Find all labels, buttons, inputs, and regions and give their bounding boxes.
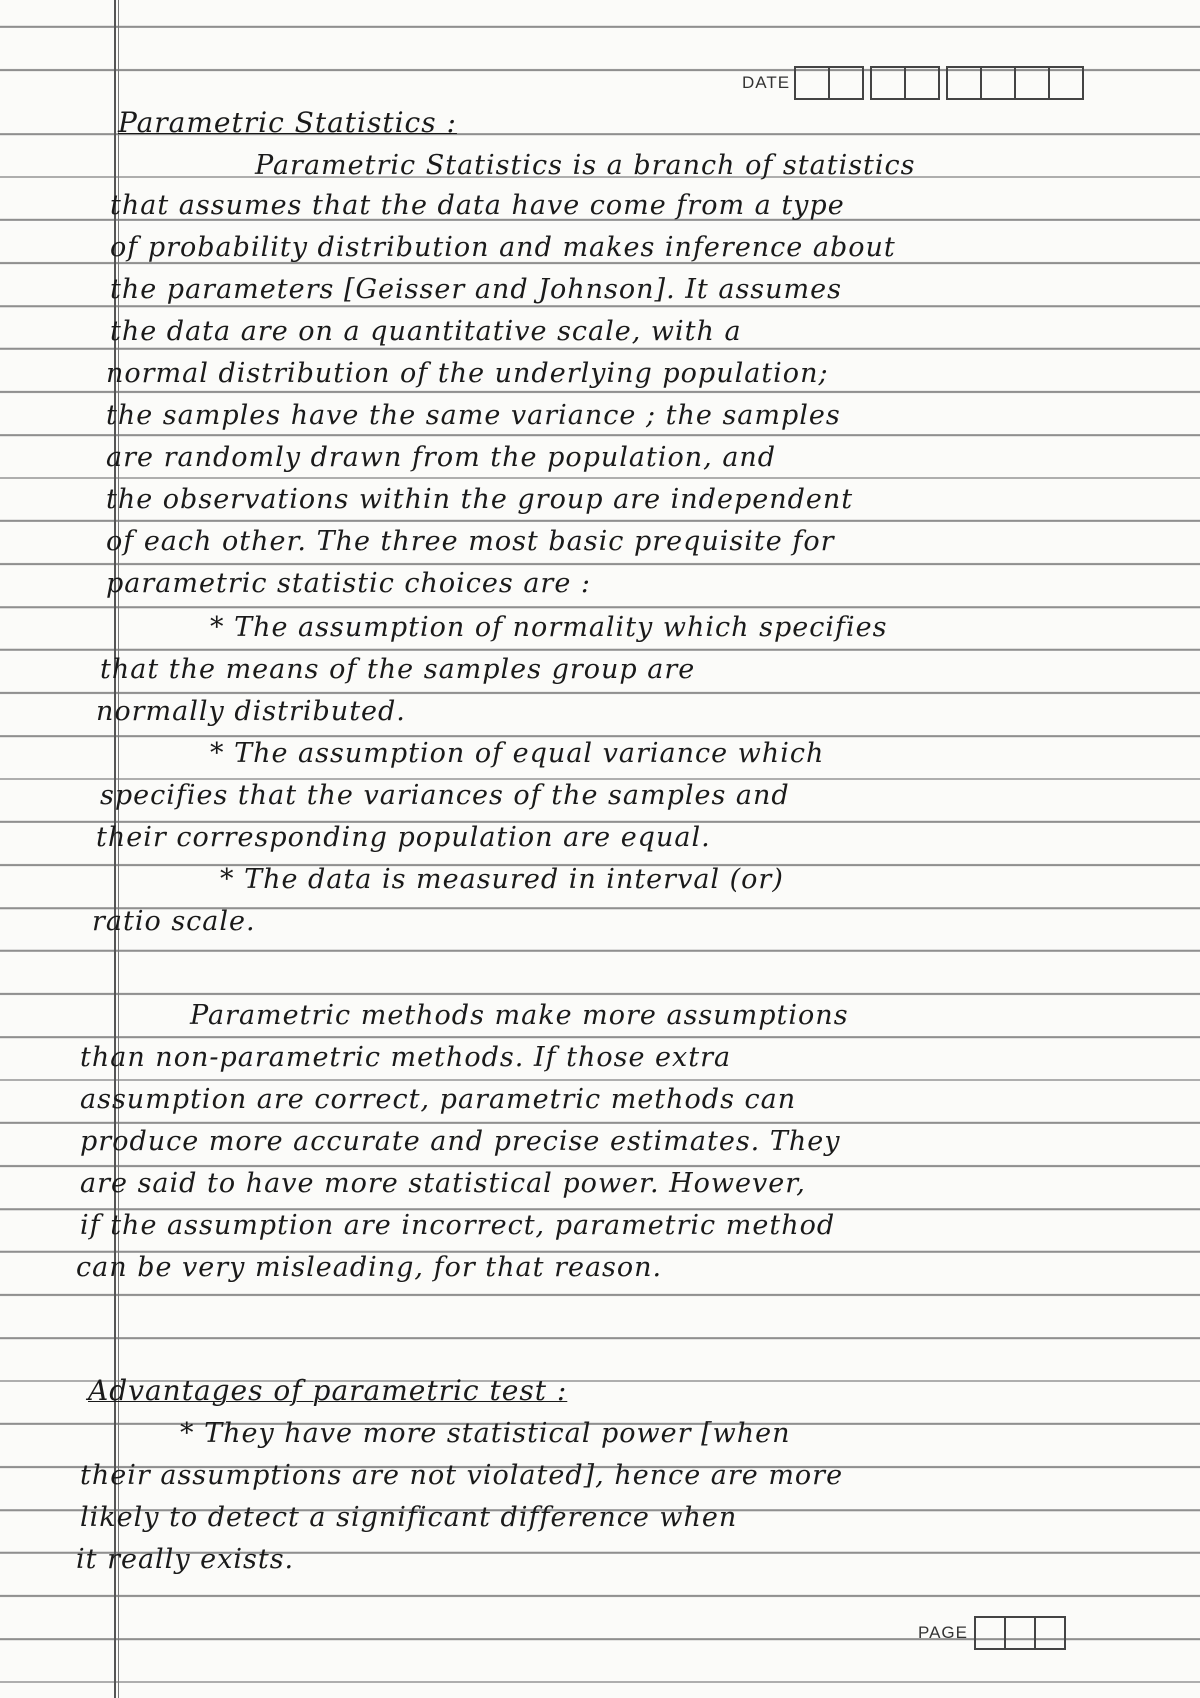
text-line: normal distribution of the underlying population; [106,358,829,389]
date-box-cell [1048,66,1084,100]
date-field [742,66,1084,100]
text-line: Parametric methods make more assumptions [190,1000,849,1031]
advantages-heading: Advantages of parametric test : [88,1374,568,1407]
date-box-cell [904,66,940,100]
page-number-field [918,1616,1066,1650]
date-box-cell [980,66,1016,100]
page-title: Parametric Statistics : [118,106,457,139]
text-line: assumption are correct, parametric methods can [80,1084,797,1115]
text-line: Parametric Statistics is a branch of statistics [255,150,916,181]
text-line: parametric statistic choices are : [106,568,591,599]
date-box-cell [794,66,830,100]
text-line: that assumes that the data have come from a type [110,190,845,221]
page-box-cell [974,1616,1006,1650]
text-line: ratio scale. [92,906,256,937]
date-box-cell [1014,66,1050,100]
text-line: normally distributed. [96,696,406,727]
text-line: the data are on a quantitative scale, with a [110,316,742,347]
text-line: it really exists. [76,1544,295,1575]
text-line: likely to detect a significant difference when [80,1502,738,1533]
text-line: * They have more statistical power [when [180,1418,791,1449]
page-box-cell [1034,1616,1066,1650]
text-line: their corresponding population are equal. [96,822,711,853]
text-line: the observations within the group are independent [106,484,854,515]
text-line: their assumptions are not violated], hence are more [80,1460,844,1491]
text-line: if the assumption are incorrect, parametric method [80,1210,836,1241]
text-line: * The assumption of normality which specifies [210,612,888,643]
text-line: than non-parametric methods. If those extra [80,1042,732,1073]
text-line: of each other. The three most basic prequisite for [106,526,835,557]
text-line: the parameters [Geisser and Johnson]. It assumes [110,274,842,305]
date-boxes [796,66,1084,100]
text-line: * The data is measured in interval (or) [220,864,784,895]
text-line: produce more accurate and precise estimates. They [80,1126,841,1157]
date-box-cell [870,66,906,100]
date-label: DATE [742,73,791,92]
text-line: are randomly drawn from the population, and [106,442,777,473]
text-line: can be very misleading, for that reason. [76,1252,663,1283]
page-box-cell [1004,1616,1036,1650]
text-line: * The assumption of equal variance which [210,738,825,769]
text-line: specifies that the variances of the samples and [100,780,790,811]
page-label: PAGE [918,1623,968,1642]
date-box-cell [946,66,982,100]
text-line: are said to have more statistical power. However, [80,1168,806,1199]
text-line: the samples have the same variance ; the samples [106,400,841,431]
date-box-cell [828,66,864,100]
text-line: of probability distribution and makes inference about [110,232,896,263]
text-line: that the means of the samples group are [100,654,696,685]
page-boxes [976,1616,1066,1650]
